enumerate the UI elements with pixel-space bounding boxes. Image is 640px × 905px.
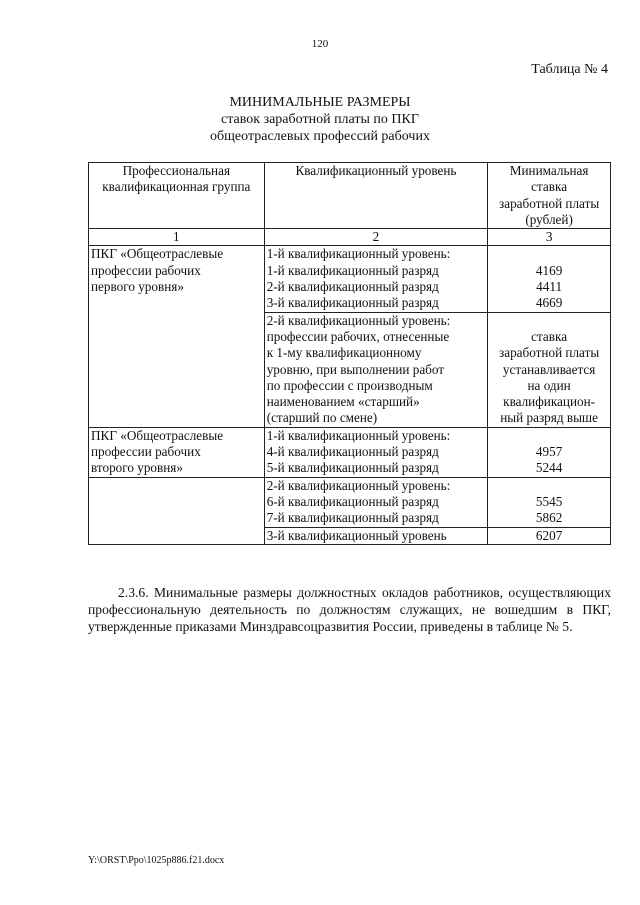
level-description: 1-й квалификационный уровень: 4-й квалификационный разряд 5-й квалификационный разряд bbox=[264, 427, 488, 477]
column-number: 2 bbox=[264, 229, 488, 246]
table-header-row bbox=[89, 163, 611, 229]
paragraph-text: 2.3.6. Минимальные размеры должностных окладов работников, осуществляющих профессиональную деятельность по должностям служащих, не вошедшим в ПКГ, утвержденные приказами Минздравсоцразвития России, приведены в таблице № 5. bbox=[88, 585, 611, 634]
table-number: Таблица № 4 bbox=[531, 62, 608, 77]
rate-values: 6207 bbox=[488, 527, 611, 544]
rate-values: 4957 5244 bbox=[488, 427, 611, 477]
rate-values: 5545 5862 bbox=[488, 477, 611, 527]
body-paragraph bbox=[88, 584, 611, 635]
table-row bbox=[89, 246, 611, 312]
table-row bbox=[89, 427, 611, 477]
column-number: 3 bbox=[488, 229, 611, 246]
level-description: 2-й квалификационный уровень: 6-й квалификационный разряд 7-й квалификационный разряд bbox=[264, 477, 488, 527]
level-description: 2-й квалификационный уровень: профессии рабочих, отнесенные к 1-му квалификационному уровню, при выполнении работ по профессии с производным наименованием «старший» (старший по смене) bbox=[264, 312, 488, 427]
rate-values: ставка заработной платы устанавливается на один квалификацион- ный разряд выше bbox=[488, 312, 611, 427]
level-description: 3-й квалификационный уровень bbox=[264, 527, 488, 544]
group-name-empty bbox=[89, 477, 265, 544]
header-group: Профессиональная квалификационная группа bbox=[89, 163, 265, 229]
title-line: МИНИМАЛЬНЫЕ РАЗМЕРЫ bbox=[229, 95, 411, 110]
table-title bbox=[0, 94, 640, 145]
table-row bbox=[89, 477, 611, 527]
footer-file-path: Y:\ORST\Ppo\1025p886.f21.docx bbox=[88, 855, 225, 866]
header-level: Квалификационный уровень bbox=[264, 163, 488, 229]
title-line: общеотраслевых профессий рабочих bbox=[210, 129, 430, 144]
page-number: 120 bbox=[311, 38, 329, 50]
group-name: ПКГ «Общеотраслевые профессии рабочих второго уровня» bbox=[89, 427, 265, 477]
rate-values: 4169 4411 4669 bbox=[488, 246, 611, 312]
column-number: 1 bbox=[89, 229, 265, 246]
level-description: 1-й квалификационный уровень: 1-й квалификационный разряд 2-й квалификационный разряд 3-й квалификационный разряд bbox=[264, 246, 488, 312]
wage-table bbox=[88, 162, 611, 545]
column-number-row bbox=[89, 229, 611, 246]
group-name: ПКГ «Общеотраслевые профессии рабочих первого уровня» bbox=[89, 246, 265, 427]
header-rate: Минимальная ставка заработной платы (рублей) bbox=[488, 163, 611, 229]
title-line: ставок заработной платы по ПКГ bbox=[221, 112, 419, 127]
